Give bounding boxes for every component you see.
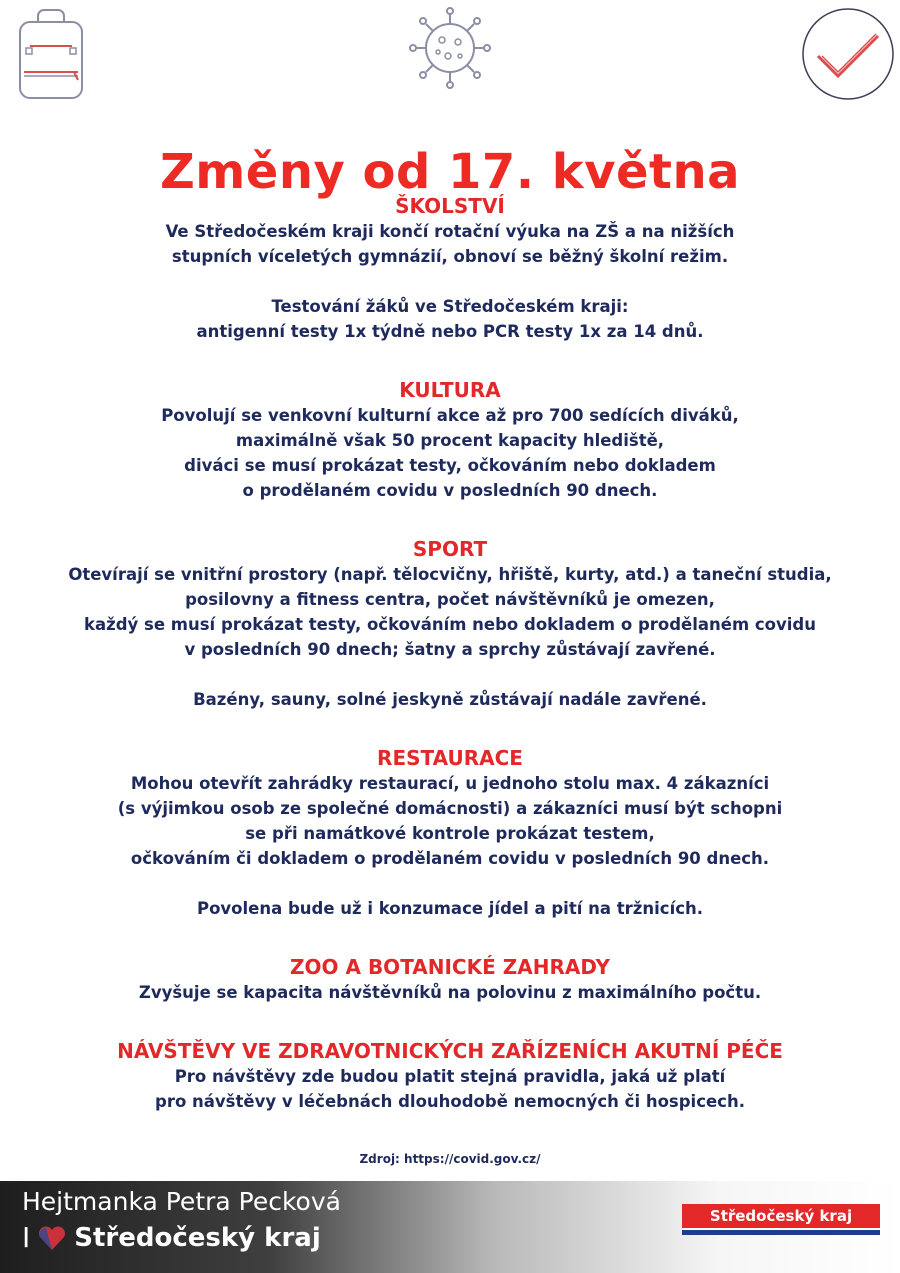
text-line: o prodělaném covidu v posledních 90 dnech.: [242, 481, 658, 500]
text-line: Bazény, sauny, solné jeskyně zůstávají nadále zavřené.: [193, 690, 707, 709]
text-line: každý se musí prokázat testy, očkováním nebo dokladem o prodělaném covidu: [84, 615, 816, 634]
text-line: stupních víceletých gymnázií, obnoví se běžný školní režim.: [171, 247, 729, 266]
section-heading-zoo: ZOO A BOTANICKÉ ZAHRADY: [290, 955, 610, 979]
text-line: maximálně však 50 procent kapacity hlediště,: [235, 431, 665, 450]
slogan-region: Středočeský kraj: [74, 1222, 321, 1253]
section-text-school-testing: [0, 294, 900, 344]
region-slogan: [22, 1221, 321, 1254]
virus-icon: [408, 6, 492, 90]
region-logo-label: Středočeský kraj: [709, 1207, 853, 1225]
text-line: očkováním či dokladem o prodělaném covidu v posledních 90 dnech.: [130, 849, 770, 868]
section-heading-restaurants: RESTAURACE: [377, 746, 523, 770]
page-title: Změny od 17. května: [159, 144, 741, 201]
section-heading-school: ŠKOLSTVÍ: [395, 194, 505, 218]
text-line: se při namátkové kontrole prokázat testem,: [245, 824, 655, 843]
heart-icon: [38, 1225, 66, 1251]
checkmark-circle-icon: [800, 6, 896, 102]
section-text-zoo: [0, 980, 900, 1005]
section-text-hospitals: [0, 1064, 900, 1114]
section-text-restaurants: [0, 771, 900, 871]
text-line: Otevírají se vnitřní prostory (např. tělocvičny, hřiště, kurty, atd.) a taneční studia,: [68, 565, 832, 584]
section-text-culture: [0, 403, 900, 503]
text-line: Povolují se venkovní kulturní akce až pro 700 sedících diváků,: [161, 406, 739, 425]
section-heading-hospitals: NÁVŠTĚVY VE ZDRAVOTNICKÝCH ZAŘÍZENÍCH AKUTNÍ PÉČE: [117, 1039, 783, 1063]
section-text-sport: [0, 562, 900, 662]
text-line: (s výjimkou osob ze společné domácnosti) a zákazníci musí být schopni: [117, 799, 783, 818]
text-line: Povolena bude už i konzumace jídel a pití na tržnicích.: [196, 899, 704, 918]
text-line: antigenní testy 1x týdně nebo PCR testy 1x za 14 dnů.: [196, 322, 704, 341]
section-text-restaurants-markets: [0, 896, 900, 921]
region-logo: [682, 1204, 880, 1232]
section-text-sport-pools: [0, 687, 900, 712]
text-line: pro návštěvy v léčebnách dlouhodobě nemocných či hospicech.: [155, 1092, 745, 1111]
section-heading-sport: SPORT: [412, 537, 488, 561]
slogan-i: I: [22, 1221, 31, 1254]
text-line: Mohou otevřít zahrádky restaurací, u jednoho stolu max. 4 zákazníci: [130, 774, 770, 793]
source-note: Zdroj: https://covid.gov.cz/: [359, 1152, 541, 1166]
text-line: Ve Středočeském kraji končí rotační výuka na ZŠ a na nižších: [165, 222, 735, 241]
section-heading-culture: KULTURA: [399, 378, 501, 402]
text-line: Pro návštěvy zde budou platit stejná pravidla, jaká už platí: [174, 1067, 726, 1086]
backpack-icon: [18, 8, 84, 100]
text-line: Zvyšuje se kapacita návštěvníků na polovinu z maximálního počtu.: [138, 983, 762, 1002]
governor-name: Hejtmanka Petra Pecková: [22, 1187, 341, 1216]
text-line: diváci se musí prokázat testy, očkováním nebo dokladem: [184, 456, 716, 475]
text-line: v posledních 90 dnech; šatny a sprchy zůstávají zavřené.: [184, 640, 716, 659]
content-body: [0, 193, 900, 1114]
text-line: posilovny a fitness centra, počet návštěvníků je omezen,: [185, 590, 715, 609]
text-line: Testování žáků ve Středočeském kraji:: [271, 297, 629, 316]
section-text-school: [0, 219, 900, 269]
